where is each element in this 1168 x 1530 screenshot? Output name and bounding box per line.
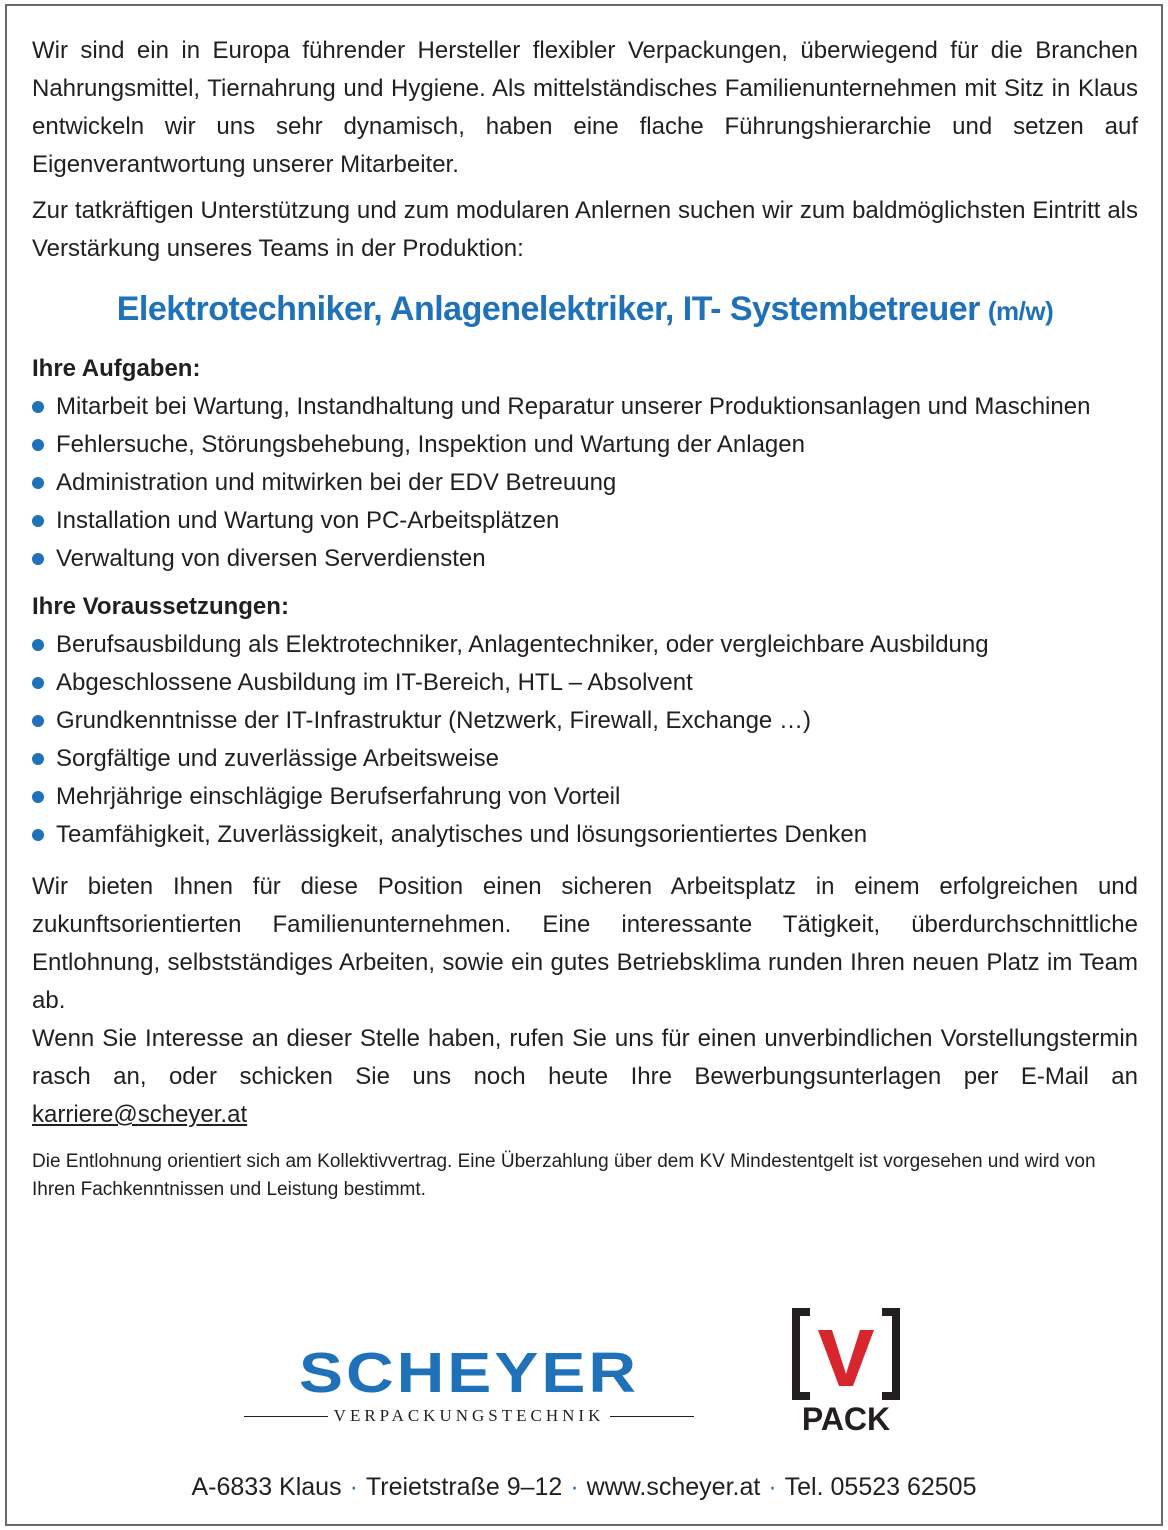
scheyer-tagline: VERPACKUNGSTECHNIK	[333, 1406, 605, 1425]
tagline-rule-right	[610, 1416, 694, 1417]
application-text: Wenn Sie Interesse an dieser Stelle haben, rufen Sie uns für einen unverbindlichen Vorstellungstermin rasch an, oder schicken Sie uns noch heute Ihre Bewerbungsunterlagen per E-Mail an	[32, 1025, 1138, 1090]
footer-separator: ·	[768, 1473, 777, 1501]
requirement-item: Grundkenntnisse der IT-Infrastruktur (Netzwerk, Firewall, Exchange …)	[32, 702, 1138, 740]
task-item: Installation und Wartung von PC-Arbeitsplätzen	[32, 502, 1138, 540]
logos-area	[0, 1320, 1168, 1470]
intro-paragraph-company: Wir sind ein in Europa führender Hersteller flexibler Verpackungen, überwiegend für die Branchen Nahrungsmittel, Tiernahrung und Hygiene. Als mittelständisches Familienunternehmen mit Sitz in Klaus entwickeln wir uns sehr dynamisch, haben eine flache Führungshierarchie und setzen auf Eigenverantwortung unserer Mitarbeiter.	[32, 37, 1138, 178]
task-item: Administration und mitwirken bei der EDV Betreuung	[32, 464, 1138, 502]
task-item: Verwaltung von diversen Serverdiensten	[32, 540, 1138, 578]
job-title	[32, 284, 1138, 336]
vpack-bracket-icon	[786, 1306, 906, 1402]
vpack-label: PACK	[801, 1401, 891, 1437]
footer-street: Treietstraße 9–12	[365, 1473, 563, 1501]
scheyer-logo	[244, 1340, 694, 1425]
requirement-item: Abgeschlossene Ausbildung im IT-Bereich, HTL – Absolvent	[32, 664, 1138, 702]
salary-note: Die Entlohnung orientiert sich am Kollektivvertrag. Eine Überzahlung über dem KV Mindestentgelt ist vorgesehen und wird von Ihren Fachkenntnissen und Leistung bestimmt.	[32, 1151, 1096, 1200]
footer-website[interactable]: www.scheyer.at	[586, 1473, 761, 1501]
email-link[interactable]: karriere@scheyer.at	[32, 1101, 248, 1128]
application-paragraph	[32, 1020, 1138, 1134]
requirement-item: Mehrjährige einschlägige Berufserfahrung von Vorteil	[32, 778, 1138, 816]
scheyer-wordmark: SCHEYER	[298, 1340, 640, 1405]
footer-address: A-6833 Klaus	[191, 1473, 342, 1501]
vpack-v-mark	[818, 1330, 874, 1386]
right-bracket	[882, 1312, 896, 1396]
task-item: Fehlersuche, Störungsbehebung, Inspektion und Wartung der Anlagen	[32, 426, 1138, 464]
footer-separator: ·	[570, 1473, 579, 1501]
task-item: Mitarbeit bei Wartung, Instandhaltung und Reparatur unserer Produktionsanlagen und Maschinen	[32, 388, 1138, 426]
left-bracket	[796, 1312, 810, 1396]
tasks-heading: Ihre Aufgaben:	[32, 355, 201, 382]
offer-paragraph: Wir bieten Ihnen für diese Position einen sicheren Arbeitsplatz in einem erfolgreichen und zukunftsorientierten Familienunternehmen. Eine interessante Tätigkeit, überdurchschnittliche Entlohnung, selbstständiges Arbeiten, sowie ein gutes Betriebsklima runden Ihren neuen Platz im Team ab.	[32, 873, 1138, 1014]
contact-footer	[0, 1467, 1168, 1507]
offer-section	[32, 868, 1138, 1134]
tasks-list	[32, 388, 1138, 578]
requirements-list	[32, 626, 1138, 854]
tagline-rule-left	[244, 1416, 328, 1417]
job-title-text: Elektrotechniker, Anlagenelektriker, IT- Systembetreuer	[116, 290, 980, 328]
scheyer-tagline-row	[244, 1406, 694, 1426]
job-ad-content	[32, 32, 1138, 1204]
footer-phone: Tel. 05523 62505	[784, 1473, 977, 1501]
intro-paragraph-search: Zur tatkräftigen Unterstützung und zum modularen Anlernen suchen wir zum baldmöglichsten Eintritt als Verstärkung unseres Teams in der Produktion:	[32, 197, 1138, 262]
requirements-heading: Ihre Voraussetzungen:	[32, 593, 289, 620]
requirement-item: Sorgfältige und zuverlässige Arbeitsweise	[32, 740, 1138, 778]
job-title-gender-suffix: (m/w)	[987, 296, 1054, 326]
requirement-item: Berufsausbildung als Elektrotechniker, Anlagentechniker, oder vergleichbare Ausbildung	[32, 626, 1138, 664]
vpack-logo	[786, 1306, 906, 1446]
requirement-item: Teamfähigkeit, Zuverlässigkeit, analytisches und lösungsorientiertes Denken	[32, 816, 1138, 854]
footer-separator: ·	[349, 1473, 358, 1501]
